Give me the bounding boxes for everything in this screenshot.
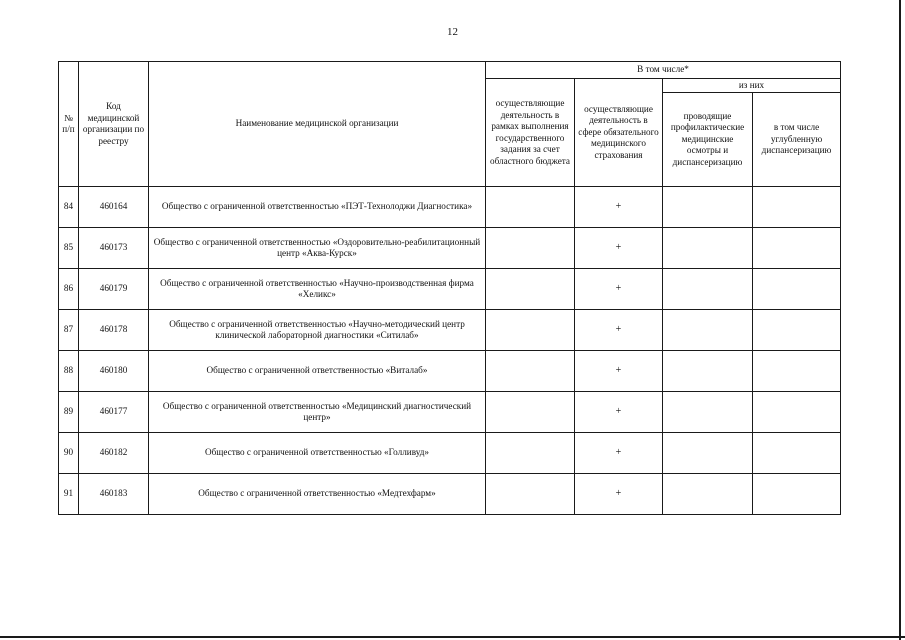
row-number: 86 bbox=[59, 269, 79, 310]
header-oms: осуществляющие деятельность в сфере обязательного медицинского страхования bbox=[575, 79, 663, 187]
row-oms-mark: + bbox=[575, 269, 663, 310]
row-in-depth-mark bbox=[753, 228, 841, 269]
row-code: 460179 bbox=[79, 269, 149, 310]
row-number: 91 bbox=[59, 474, 79, 515]
row-organization-name: Общество с ограниченной ответственностью «Голливуд» bbox=[149, 433, 486, 474]
row-in-depth-mark bbox=[753, 351, 841, 392]
row-code: 460164 bbox=[79, 187, 149, 228]
page-edge-bottom bbox=[0, 636, 905, 638]
row-preventive-mark bbox=[663, 187, 753, 228]
row-code: 460182 bbox=[79, 433, 149, 474]
medical-organizations-table bbox=[58, 61, 841, 515]
header-in-depth: в том числе углубленную диспансеризацию bbox=[753, 93, 841, 187]
row-budget-mark bbox=[486, 228, 575, 269]
table-body bbox=[59, 187, 841, 515]
row-number: 87 bbox=[59, 310, 79, 351]
row-number: 85 bbox=[59, 228, 79, 269]
row-code: 460173 bbox=[79, 228, 149, 269]
row-in-depth-mark bbox=[753, 310, 841, 351]
table-row bbox=[59, 433, 841, 474]
row-in-depth-mark bbox=[753, 433, 841, 474]
header-code: Код медицинской организации по реестру bbox=[79, 62, 149, 187]
row-code: 460183 bbox=[79, 474, 149, 515]
row-budget-mark bbox=[486, 392, 575, 433]
table-row bbox=[59, 351, 841, 392]
row-in-depth-mark bbox=[753, 392, 841, 433]
row-preventive-mark bbox=[663, 392, 753, 433]
row-number: 88 bbox=[59, 351, 79, 392]
row-budget-mark bbox=[486, 433, 575, 474]
header-preventive: проводящие профилактические медицинские осмотры и диспансеризацию bbox=[663, 93, 753, 187]
table-row bbox=[59, 474, 841, 515]
row-organization-name: Общество с ограниченной ответственностью «Научно-производственная фирма «Хеликс» bbox=[149, 269, 486, 310]
header-of-them: из них bbox=[663, 79, 841, 93]
row-preventive-mark bbox=[663, 474, 753, 515]
row-budget-mark bbox=[486, 474, 575, 515]
row-preventive-mark bbox=[663, 269, 753, 310]
row-organization-name: Общество с ограниченной ответственностью «Научно-методический центр клинической лабораторной диагностики «Ситилаб» bbox=[149, 310, 486, 351]
table-row bbox=[59, 269, 841, 310]
header-budget: осуществляющие деятельность в рамках выполнения государственного задания за счет областного бюджета bbox=[486, 79, 575, 187]
row-organization-name: Общество с ограниченной ответственностью «Оздоровительно-реабилитационный центр «Аква-Курск» bbox=[149, 228, 486, 269]
row-in-depth-mark bbox=[753, 187, 841, 228]
row-oms-mark: + bbox=[575, 187, 663, 228]
row-organization-name: Общество с ограниченной ответственностью «Медтехфарм» bbox=[149, 474, 486, 515]
row-budget-mark bbox=[486, 269, 575, 310]
header-including: В том числе* bbox=[486, 62, 841, 79]
row-code: 460180 bbox=[79, 351, 149, 392]
row-code: 460177 bbox=[79, 392, 149, 433]
row-number: 90 bbox=[59, 433, 79, 474]
row-in-depth-mark bbox=[753, 474, 841, 515]
page-edge-right bbox=[899, 0, 901, 640]
table-row bbox=[59, 228, 841, 269]
row-number: 84 bbox=[59, 187, 79, 228]
row-preventive-mark bbox=[663, 310, 753, 351]
row-budget-mark bbox=[486, 351, 575, 392]
header-num: № п/п bbox=[59, 62, 79, 187]
row-in-depth-mark bbox=[753, 269, 841, 310]
row-preventive-mark bbox=[663, 228, 753, 269]
row-oms-mark: + bbox=[575, 351, 663, 392]
row-organization-name: Общество с ограниченной ответственностью «Медицинский диагностический центр» bbox=[149, 392, 486, 433]
row-budget-mark bbox=[486, 187, 575, 228]
row-organization-name: Общество с ограниченной ответственностью «Виталаб» bbox=[149, 351, 486, 392]
page-number: 12 bbox=[447, 26, 458, 38]
header-name: Наименование медицинской организации bbox=[149, 62, 486, 187]
row-number: 89 bbox=[59, 392, 79, 433]
row-budget-mark bbox=[486, 310, 575, 351]
row-oms-mark: + bbox=[575, 474, 663, 515]
row-preventive-mark bbox=[663, 433, 753, 474]
row-oms-mark: + bbox=[575, 310, 663, 351]
row-oms-mark: + bbox=[575, 433, 663, 474]
table-row bbox=[59, 392, 841, 433]
row-oms-mark: + bbox=[575, 392, 663, 433]
row-code: 460178 bbox=[79, 310, 149, 351]
row-preventive-mark bbox=[663, 351, 753, 392]
row-oms-mark: + bbox=[575, 228, 663, 269]
table-row bbox=[59, 187, 841, 228]
table-row bbox=[59, 310, 841, 351]
row-organization-name: Общество с ограниченной ответственностью «ПЭТ-Технолоджи Диагностика» bbox=[149, 187, 486, 228]
